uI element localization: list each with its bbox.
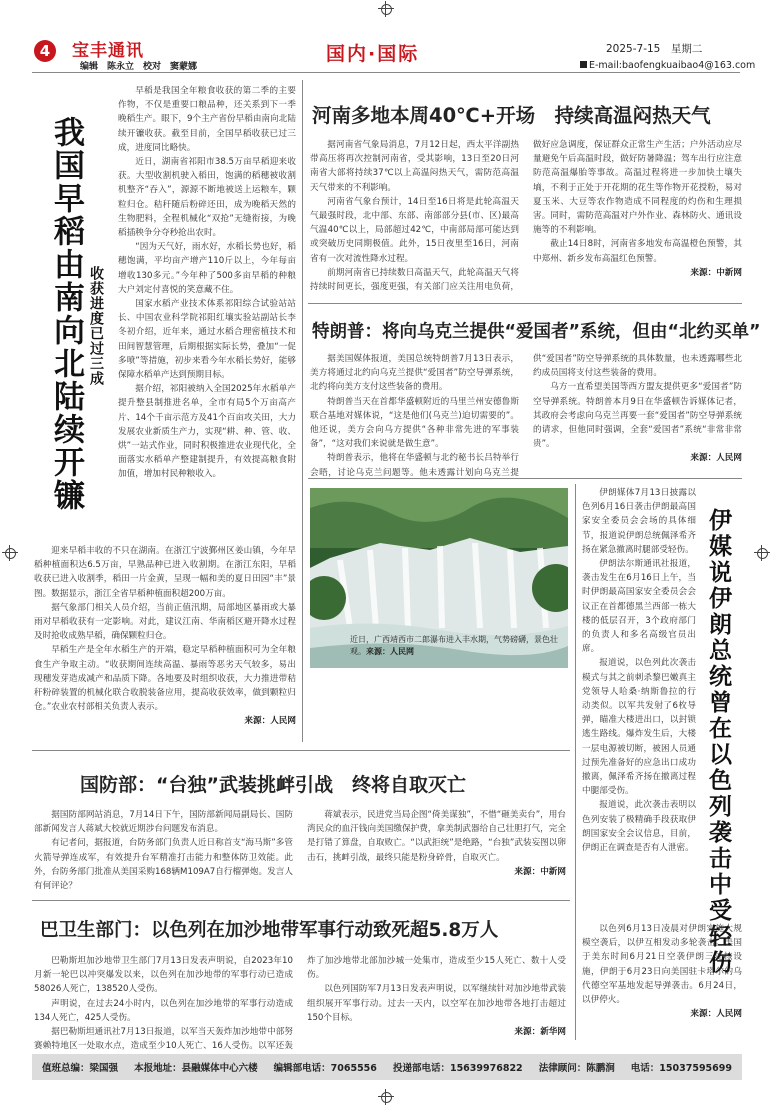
email-square-icon (580, 61, 587, 68)
footer-editorial-phone: 编辑部电话：7065556 (273, 1063, 377, 1074)
article1-body (118, 84, 296, 482)
article1-paragraph: 据介绍，祁阳被纳入全国2025年水稻单产提升整县制推进名单，全市有局5个万亩高产片、14个千亩示范方及41个百亩攻关田，大力发展农业新质生产力，实现“耕、种、管、收、烘”一站式作业，同时积极推进农业现代化，全面落实水稻单产整建制提升，有效提高粮食附加值，增加村民种粮收入。 (118, 384, 296, 480)
article2-divider (308, 303, 742, 304)
email-address: E-mail:baofengkuaibao4@163.com (589, 60, 756, 71)
page-number-badge (34, 40, 56, 62)
article6-title: 巴卫生部门：以色列在加沙地带军事行动致死超5.8万人 (40, 920, 499, 941)
article2-body (310, 138, 742, 294)
article1-subtitle: 收获进度已过三成 (88, 266, 104, 386)
article3-paragraph: 乌方一直希望美国等西方盟友提供更多“爱国者”防空导弹系统。特朗普本月9日在华盛顿告诉媒体记者，其政府会考虑向乌克兰再要一套“爱国者”防空导弹系统的请求，但他同时强调，全套“爱国者”系统“非常非常贵”。 (533, 382, 742, 450)
registration-mark-left (2, 545, 18, 561)
article5-paragraph: 据国防部网站消息，7月14日下午，国防部新闻局副局长、国防部新闻发言人蒋斌大校就近期涉台问题发布消息。 (34, 810, 293, 835)
masthead-paper-name: 宝丰通讯 (72, 41, 144, 61)
footer-phone: 电话：15037595699 (630, 1063, 732, 1074)
article5-source: 来源：中新网 (514, 866, 566, 877)
column-divider-left (302, 80, 303, 742)
registration-mark-top (378, 1, 394, 17)
registration-mark-bottom (378, 1089, 394, 1105)
article6-body (34, 954, 566, 1053)
article6-paragraph: 以色列国防军7月13日发表声明说，以军继续针对加沙地带武装组织展开军事行动。过去一天内，以空军在加沙地带各地打击超过150个目标。 (307, 984, 566, 1023)
article6-paragraph: 据巴勒斯坦通讯社7月13日报道，以军当天轰炸加沙地带中部努赛赖特地区一处取水点，造成至少10人死亡、16人受伤。以军还轰炸了加沙地带北部加沙城一处集市，造成至少15人死亡、数十人受伤。 (34, 956, 566, 1052)
article5-title: 国防部：“台独”武装挑衅引战 终将自取灭亡 (80, 774, 466, 796)
article6-paragraph: 巴勒斯坦加沙地带卫生部门7月13日发表声明说，自2023年10月新一轮巴以冲突爆发以来，以色列在加沙地带的军事行动已造成58026人死亡，138520人受伤。 (34, 956, 293, 995)
article2-paragraph: 河南省气象台预计，14日至16日将是此轮高温天气最强时段，北中部、东部、南部部分县(市、区)最高气温40℃以上，局部超过42℃，中南部局部可能达到或突破历史同期极值。此外，15日夜里至16日，河南省有一次对流性降水过程。 (310, 196, 519, 264)
article1-paragraph: 近日，湖南省祁阳市38.5万亩早稻迎来收获。大型收割机驶入稻田，饱满的稻穗被收割机整齐“吞入”，源源不断地被送上运粮车，颗粒归仓。秸秆随后粉碎还田，成为晚稻天然的生物肥料，全程机械化“双抢”无缝衔接，为晚稻插秧争分夺秒抢出农时。 (118, 157, 296, 239)
article1-paragraph: 国家水稻产业技术体系祁阳综合试验站站长、中国农业科学院祁阳红壤实验站副站长李冬初介绍，近年来，通过水稻合理密植技术和田间智慧管理，后期根据实际长势，叠加“一促多喷”等措施，初步来看今年水稻长势好，能够保障水稻单产达到预期目标。 (118, 299, 296, 381)
email-line (580, 60, 755, 71)
article4-body-lower (582, 922, 742, 1019)
article2-paragraph: 截止14日8时，河南省多地发布高温橙色预警，其中郑州、新乡发布高温红色预警。 (533, 239, 742, 264)
masthead-staff: 编辑 陈永立 校对 窦蒙娜 (80, 62, 198, 72)
article3-paragraph: 特朗普当天在首都华盛顿附近的马里兰州安德鲁斯联合基地对媒体说，“这是他们(乌克兰)迫切需要的”。他还说，美方会向乌方提供“各种非常先进的军事装备”，“这对我们来说就是做生意”。 (310, 396, 519, 450)
photo-source: 来源：人民网 (366, 647, 414, 656)
article4-source: 来源：人民网 (690, 1009, 742, 1020)
waterfall-photo (310, 488, 568, 668)
article4-paragraph: 报道说，此次袭击表明以色列安装了极精确手段获取伊朗国家安全会议信息，目前，伊朗正在调查是否有人泄密。 (582, 800, 696, 854)
article4-title: 伊媒说伊朗总统曾在以色列袭击中受轻伤 (705, 508, 731, 976)
article3-source: 来源：人民网 (690, 453, 742, 464)
article1-paragraph: 早稻是我国全年粮食收获的第二季的主要作物，不仅是重要口粮品种，还关系到下一季晚稻生产。眼下，9个主产省份早稻由南向北陆续开镰收获。截至目前，全国早稻收获已过三成，进度同比略快。 (118, 86, 296, 153)
article1-body-wide (34, 544, 296, 726)
article4-paragraph: 以色列6月13日凌晨对伊朗实施大规模空袭后，以伊互相发动多轮袭击。美国于美东时间6月21日空袭伊朗三处核设施，伊朗于6月23日向美国驻卡塔尔的乌代德空军基地发起导弹袭击。6月24日，以伊停火。 (582, 924, 742, 1006)
article2-paragraph: 据河南省气象局消息，7月12日起，西太平洋副热带高压将再次控制河南省，受其影响，13日至20日河南省大部将持续37℃以上高温闷热天气，需防范高温天气带来的不利影响。 (310, 140, 519, 193)
footer-band (32, 1054, 742, 1080)
article3-paragraph: 据美国媒体报道，美国总统特朗普7月13日表示，美方将通过北约向乌克兰提供“爱国者”防空导弹系统，北约将向美方支付这些装备的费用。 (310, 354, 519, 393)
issue-date: 2025-7-15 星期二 (606, 43, 703, 55)
photo-caption-text: 近日，广西靖西市二郎瀑布进入丰水期，气势磅礴，景色壮观。 (350, 635, 558, 656)
article2-source: 来源：中新网 (690, 267, 742, 278)
article1-paragraph: “因为天气好，雨水好，水稻长势也好，稻穗饱满，平均亩产增产110斤以上，今年每亩增收130多元。”今年种了500多亩早稻的种粮大户刘定付喜悦的笑意藏不住。 (118, 242, 296, 295)
article6-paragraph: 声明说，在过去24小时内，以色列在加沙地带的军事行动造成134人死亡，425人受伤。 (34, 998, 293, 1023)
article2-paragraph: 前期河南省已持续数日高温天气，此轮高温天气将持续时间更长，强度更强，有关部门应关注用电负荷，做好应急调度，保证群众正常生产生活；户外活动应尽量避免午后高温时段，做好防暑降温；驾车出行应注意防范高温爆胎等事故。高温过程将进一步加快土壤失墒，不利于正处于开花期的花生等作物开花授粉，易对夏玉米、大豆等农作物造成不同程度的灼伤和生理损害。同时，需防范高温对户外作业、森林防火、通讯设施等的不利影响。 (310, 140, 742, 293)
article3-paragraph: 特朗普表示，他将在华盛顿与北约秘书长吕特举行会晤，讨论乌克兰问题等。他未透露计划向乌克兰提供“爱国者”防空导弹系统的具体数量，也未透露哪些北约成员国将支付这些装备的费用。 (310, 354, 742, 478)
article6-top-divider (32, 900, 570, 901)
article1-title-box (48, 116, 104, 546)
article6-source: 来源：新华网 (514, 1027, 566, 1038)
article4-paragraph: 报道说，以色列此次袭击模式与其之前刺杀黎巴嫩真主党领导人哈桑·纳斯鲁拉的行动类似。以军共发射了6枚导弹，瞄准大楼进出口，以封锁逃生路线。爆炸发生后，大楼一层电源被切断，被困人员通过预先准备好的应急出口成功撤离，佩泽希齐扬在撤离过程中腿部受伤。 (582, 658, 696, 797)
footer-delivery-phone: 投递部电话：15639976822 (392, 1063, 523, 1074)
article1-paragraph: 据气象部门相关人员介绍，当前正值汛期，局部地区暴雨或大暴雨对早稻收获有一定影响。对此，建议江南、华南稻区避开降水过程及时抢收成熟早稻，确保颗粒归仓。 (34, 602, 296, 642)
footer-duty-editor: 值班总编：梁国强 (42, 1063, 119, 1074)
article4-paragraph: 伊朗法尔斯通讯社报道，袭击发生在6月16日上午，当时伊朗最高国家安全委员会会议正在首都德黑兰西部一栋大楼的低层召开，3个政府部门的负责人和多名高级官员出席。 (582, 559, 696, 655)
photo-caption (350, 634, 560, 658)
page-number: 4 (39, 42, 51, 60)
article5-paragraph: 蒋斌表示，民进党当局企图“倚美谋独”，不惜“砸美卖台”，用台湾民众的血汗钱向美国缴保护费，拿美制武器给自己壮胆打气，完全是打错了算盘，自取败亡。“以武拒统”是绝路，“台独”武装妄图以卵击石，挑衅引战，最终只能是粉身碎骨，自取灭亡。 (307, 810, 566, 863)
article5-body (34, 808, 566, 893)
article1-source: 来源：人民网 (244, 716, 296, 727)
article4-body (582, 486, 696, 855)
header-divider (32, 72, 740, 73)
article3-body (310, 352, 742, 480)
article1-paragraph: 早稻生产是全年水稻生产的开端，稳定早稻种植面积可为全年粮食生产争取主动。“收获期间连续高温、暴雨等恶劣天气较多，易出现穗发芽造成减产和品质下降。各地要及时组织收获，大力推进带秸秆粉碎装置的机械化联合收脱装备应用，提高收获效率，做到颗粒归仓。”农业农村部相关负责人表示。 (34, 645, 296, 713)
footer-address: 本报地址：县融媒体中心六楼 (134, 1063, 258, 1074)
column-divider-right (575, 484, 576, 1040)
article3-divider (308, 478, 742, 479)
article1-paragraph: 迎来早稻丰收的不只在湖南。在浙江宁波鄞州区姜山镇，今年早稻种植面积达6.5万亩，早熟品种已进入收割期。在浙江东阳，早稻收获已进入收割季，稻田一片金黄，呈现一幅和美的夏日田园“丰”景图。数据显示，浙江全省早稻种植面积超200万亩。 (34, 546, 296, 599)
article2-title: 河南多地本周40℃+开场 持续高温闷热天气 (312, 104, 711, 127)
article3-title: 特朗普：将向乌克兰提供“爱国者”系统，但由“北约买单” (312, 322, 761, 342)
article5-top-divider (32, 750, 570, 751)
registration-mark-right (754, 545, 770, 561)
article5-paragraph: 有记者问，据报道，台防务部门负责人近日称首支“海马斯”多管火箭导弹连成军，有效提升台军精准打击能力和整体防卫效能。此外，台防务部门批准从美国采购168辆M109A7自行榴弹炮。发言人有何评论？ (34, 838, 293, 892)
article1-title: 我国早稻由南向北陆续开镰 (48, 116, 84, 512)
section-title: 国内·国际 (326, 43, 420, 65)
footer-legal-advisor: 法律顾问：陈鹏涧 (538, 1063, 615, 1074)
article4-paragraph: 伊朗媒体7月13日披露以色列6月16日袭击伊朗最高国家安全委员会会场的具体细节，报道说伊朗总统佩泽希齐扬在紧急撤离时腿部受轻伤。 (582, 488, 696, 555)
